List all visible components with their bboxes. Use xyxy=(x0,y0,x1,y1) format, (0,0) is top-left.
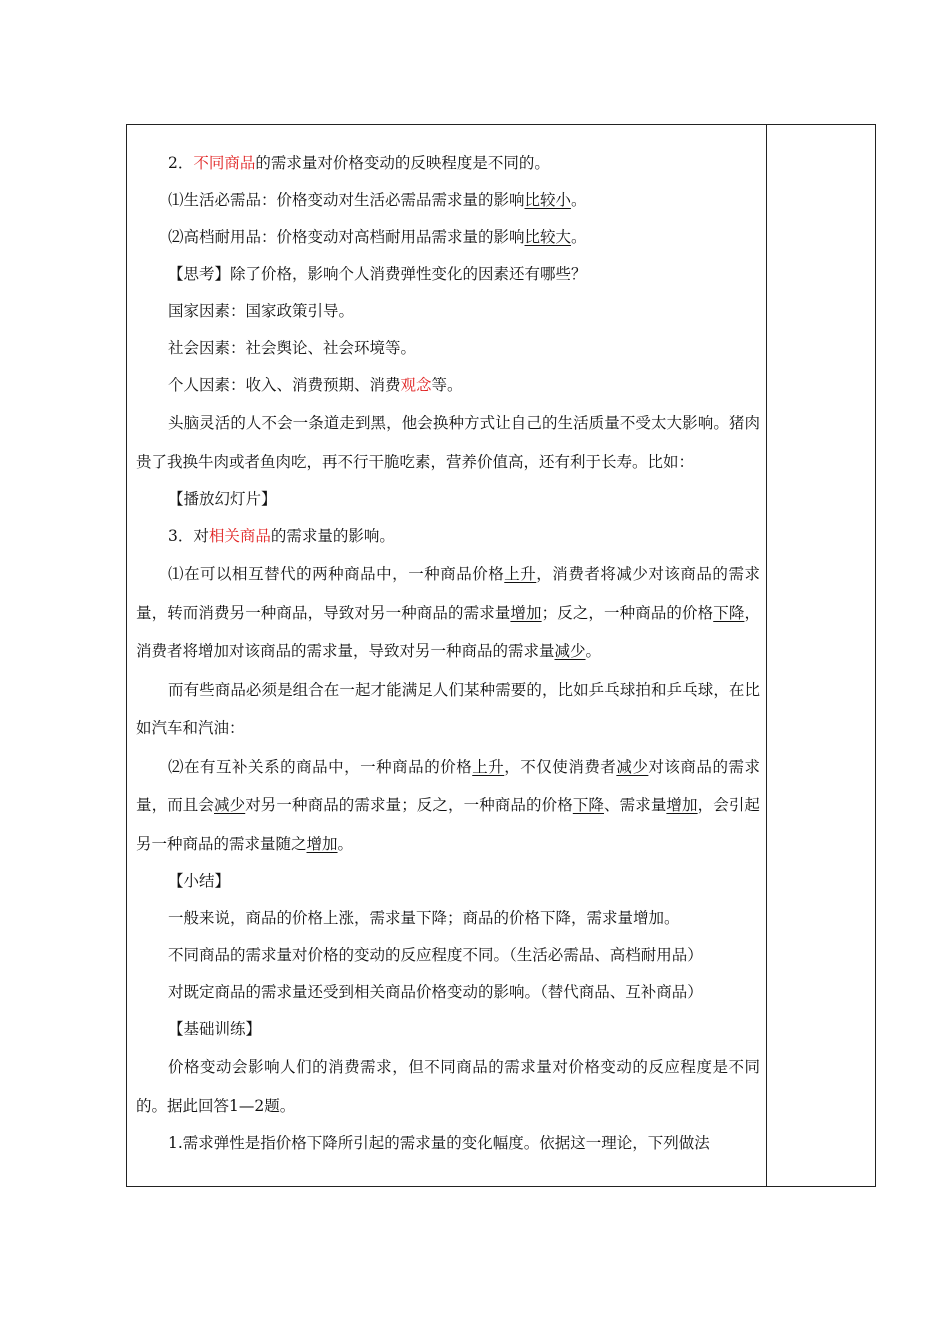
question-1: 1.需求弹性是指价格下降所引起的需求量的变化幅度。依据这一理论，下列做法 xyxy=(168,1134,710,1152)
underlined-answer: 减少 xyxy=(554,642,586,660)
underlined-answer: 减少 xyxy=(616,757,649,776)
slide-note: 【播放幻灯片】 xyxy=(168,490,277,508)
lesson-content xyxy=(136,145,760,1162)
substitutes-paragraph: ⑴在可以相互替代的两种商品中，一种商品价格上升，消费者将减少对该商品的需求量，转而消费另一种商品，导致对另一种商品的需求量增加；反之，一种商品的价格下降，消费者将增加对该商品的需求量，导致对另一种商品的需求量减少。 xyxy=(136,565,760,660)
underlined-answer: 上升 xyxy=(504,565,537,583)
underlined-answer: 下降 xyxy=(713,603,745,622)
underlined-answer: 增加 xyxy=(306,834,338,853)
example-paragraph: 头脑灵活的人不会一条道走到黑，他会换种方式让自己的生活质量不受太大影响。猪肉贵了我换牛肉或者鱼肉吃，再不行干脆吃素，营养价值高，还有利于长寿。比如： xyxy=(136,414,760,471)
underlined-answer: 比较大 xyxy=(524,228,572,246)
personal-factor: 个人因素：收入、消费预期、消费观念等。 xyxy=(168,376,463,394)
point-3-heading: 3．对相关商品的需求量的影响。 xyxy=(168,527,395,545)
durables-line: ⑵高档耐用品：价格变动对高档耐用品需求量的影响比较大。 xyxy=(168,228,587,246)
practice-heading: 【基础训练】 xyxy=(168,1020,262,1038)
necessities-line: ⑴生活必需品：价格变动对生活必需品需求量的影响比较小。 xyxy=(168,191,587,209)
social-factor: 社会因素：社会舆论、社会环境等。 xyxy=(168,339,417,357)
underlined-answer: 增加 xyxy=(666,796,698,814)
underlined-answer: 减少 xyxy=(214,796,246,814)
underlined-answer: 下降 xyxy=(572,796,605,814)
underlined-answer: 比较小 xyxy=(524,191,572,209)
underlined-answer: 上升 xyxy=(472,757,505,776)
think-question: 【思考】除了价格，影响个人消费弹性变化的因素还有哪些？ xyxy=(168,265,587,283)
highlight-text: 相关商品 xyxy=(208,527,271,545)
highlight-text: 不同商品 xyxy=(193,154,256,172)
summary-heading: 【小结】 xyxy=(168,872,231,890)
summary-line-3: 对既定商品的需求量还受到相关商品价格变动的影响。（替代商品、互补商品） xyxy=(168,983,703,1001)
complements-intro: 而有些商品必须是组合在一起才能满足人们某种需要的，比如乒乓球拍和乒乓球，在比如汽车和汽油： xyxy=(136,680,760,737)
complements-paragraph: ⑵在有互补关系的商品中，一种商品的价格上升，不仅使消费者减少对该商品的需求量，而且会减少对另一种商品的需求量；反之，一种商品的价格下降、需求量增加，会引起另一种商品的需求量随之增加。 xyxy=(136,757,760,853)
practice-intro: 价格变动会影响人们的消费需求，但不同商品的需求量对价格变动的反应程度是不同的。据此回答1—2题。 xyxy=(136,1058,760,1115)
point-2-heading: 2．不同商品的需求量对价格变动的反映程度是不同的。 xyxy=(168,154,550,172)
summary-line-1: 一般来说，商品的价格上涨，需求量下降；商品的价格下降，需求量增加。 xyxy=(168,909,680,927)
national-factor: 国家因素：国家政策引导。 xyxy=(168,302,355,320)
summary-line-2: 不同商品的需求量对价格的变动的反应程度不同。（生活必需品、高档耐用品） xyxy=(168,946,703,964)
highlight-text: 观念 xyxy=(400,376,432,394)
underlined-answer: 增加 xyxy=(510,603,542,622)
table-column-divider xyxy=(766,124,767,1187)
